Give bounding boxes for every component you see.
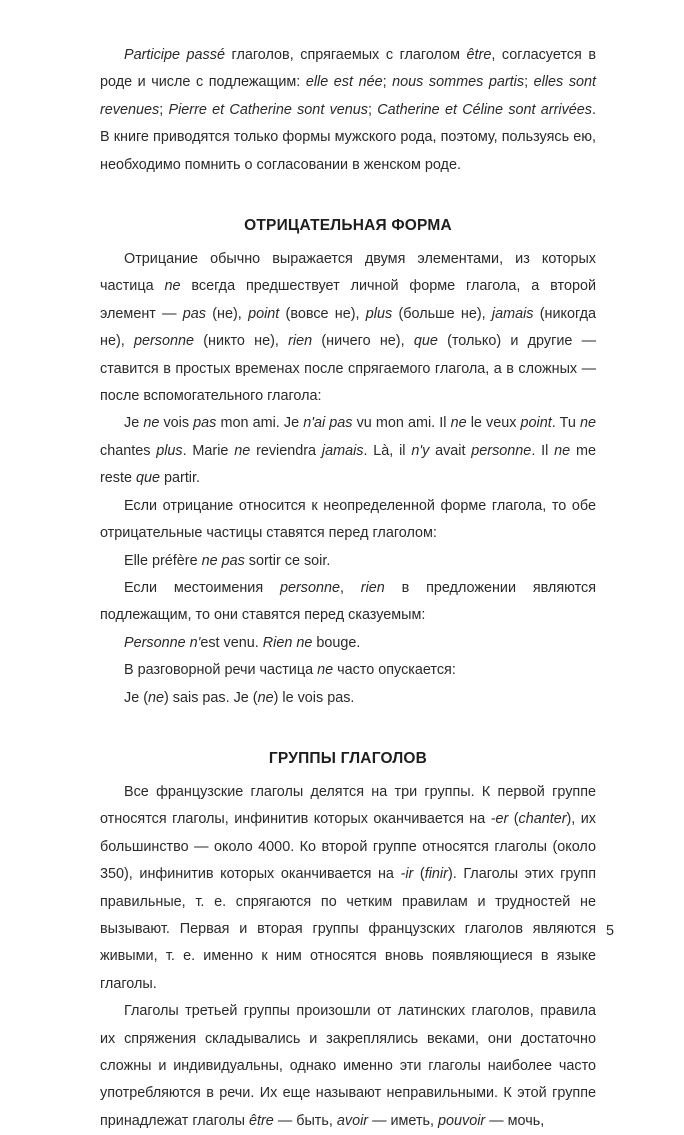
groups-paragraph-2: Глаголы третьей группы произошли от латинских глаголов, правила их спряжения складывались и закреплялись веками, они достаточно сложны и индивидуальны, однако именно эти глаголы наиболее часто употребляются в речи. Их еще называют неправильными. К этой группе принадлежат глаголы être — быть, avoir — иметь, pouvoir — мочь, <box>100 1003 596 1129</box>
groups-paragraph-1: Все французские глаголы делятся на три группы. К первой группе относятся глаголы, инфинитив которых оканчивается на -er (chanter), их большинство — около 4000. Ко второй группе относятся глаголы (около 350), инфинитив которых оканчивается на -ir (finir). Глаголы этих групп правильные, т. е. спрягаются по четким правилам и трудностей не вызывают. Первая и вторая группы французских глаголов являются живыми, т. е. именно к ним относятся вновь появляющиеся в языке глаголы. <box>100 783 596 992</box>
negative-paragraph-4: В разговорной речи частица ne часто опускается: <box>124 662 456 679</box>
negative-example-1: Je ne vois pas mon ami. Je n'ai pas vu mon ami. Il ne le veux point. Tu ne chantes plus. Marie ne reviendra jamais. Là, il n'y avait personne. Il ne me reste que partir. <box>100 415 597 487</box>
negative-example-3: Personne n'est venu. Rien ne bouge. <box>124 634 361 651</box>
section-heading-verb-groups: ГРУППЫ ГЛАГОЛОВ <box>268 749 428 767</box>
negative-paragraph-2: Если отрицание относится к неопределенной форме глагола, то обе отрицательные частицы ставятся перед глаголом: <box>100 497 596 542</box>
intro-paragraph: Participe passé глаголов, спрягаемых с глаголом être, согласуется в роде и числе с подлежащим: elle est née; nous sommes partis; elles sont revenues; Pierre et Catherine sont venus; Catherine et Céline sont arrivées. В книге приводятся только формы мужского рода, поэтому, пользуясь ею, необходимо помнить о согласовании в женском роде. <box>100 47 597 173</box>
section-heading-negative-form: ОТРИЦАТЕЛЬНАЯ ФОРМА <box>244 217 452 235</box>
negative-example-2: Elle préfère ne pas sortir ce soir. <box>124 552 331 569</box>
negative-example-4: Je (ne) sais pas. Je (ne) le vois pas. <box>124 689 355 706</box>
page-number: 5 <box>605 923 614 939</box>
negative-paragraph-1: Отрицание обычно выражается двумя элементами, из которых частица ne всегда предшествует личной форме глагола, а второй элемент — pas (не), point (вовсе не), plus (больше не), jamais (никогда не), personne (никто не), rien (ничего не), que (только) и другие — ставится в простых временах после спрягаемого глагола, а в сложных — после вспомогательного глагола: <box>100 251 597 405</box>
negative-paragraph-3: Если местоимения personne, rien в предложении являются подлежащим, то они ставятся перед сказуемым: <box>100 579 597 624</box>
